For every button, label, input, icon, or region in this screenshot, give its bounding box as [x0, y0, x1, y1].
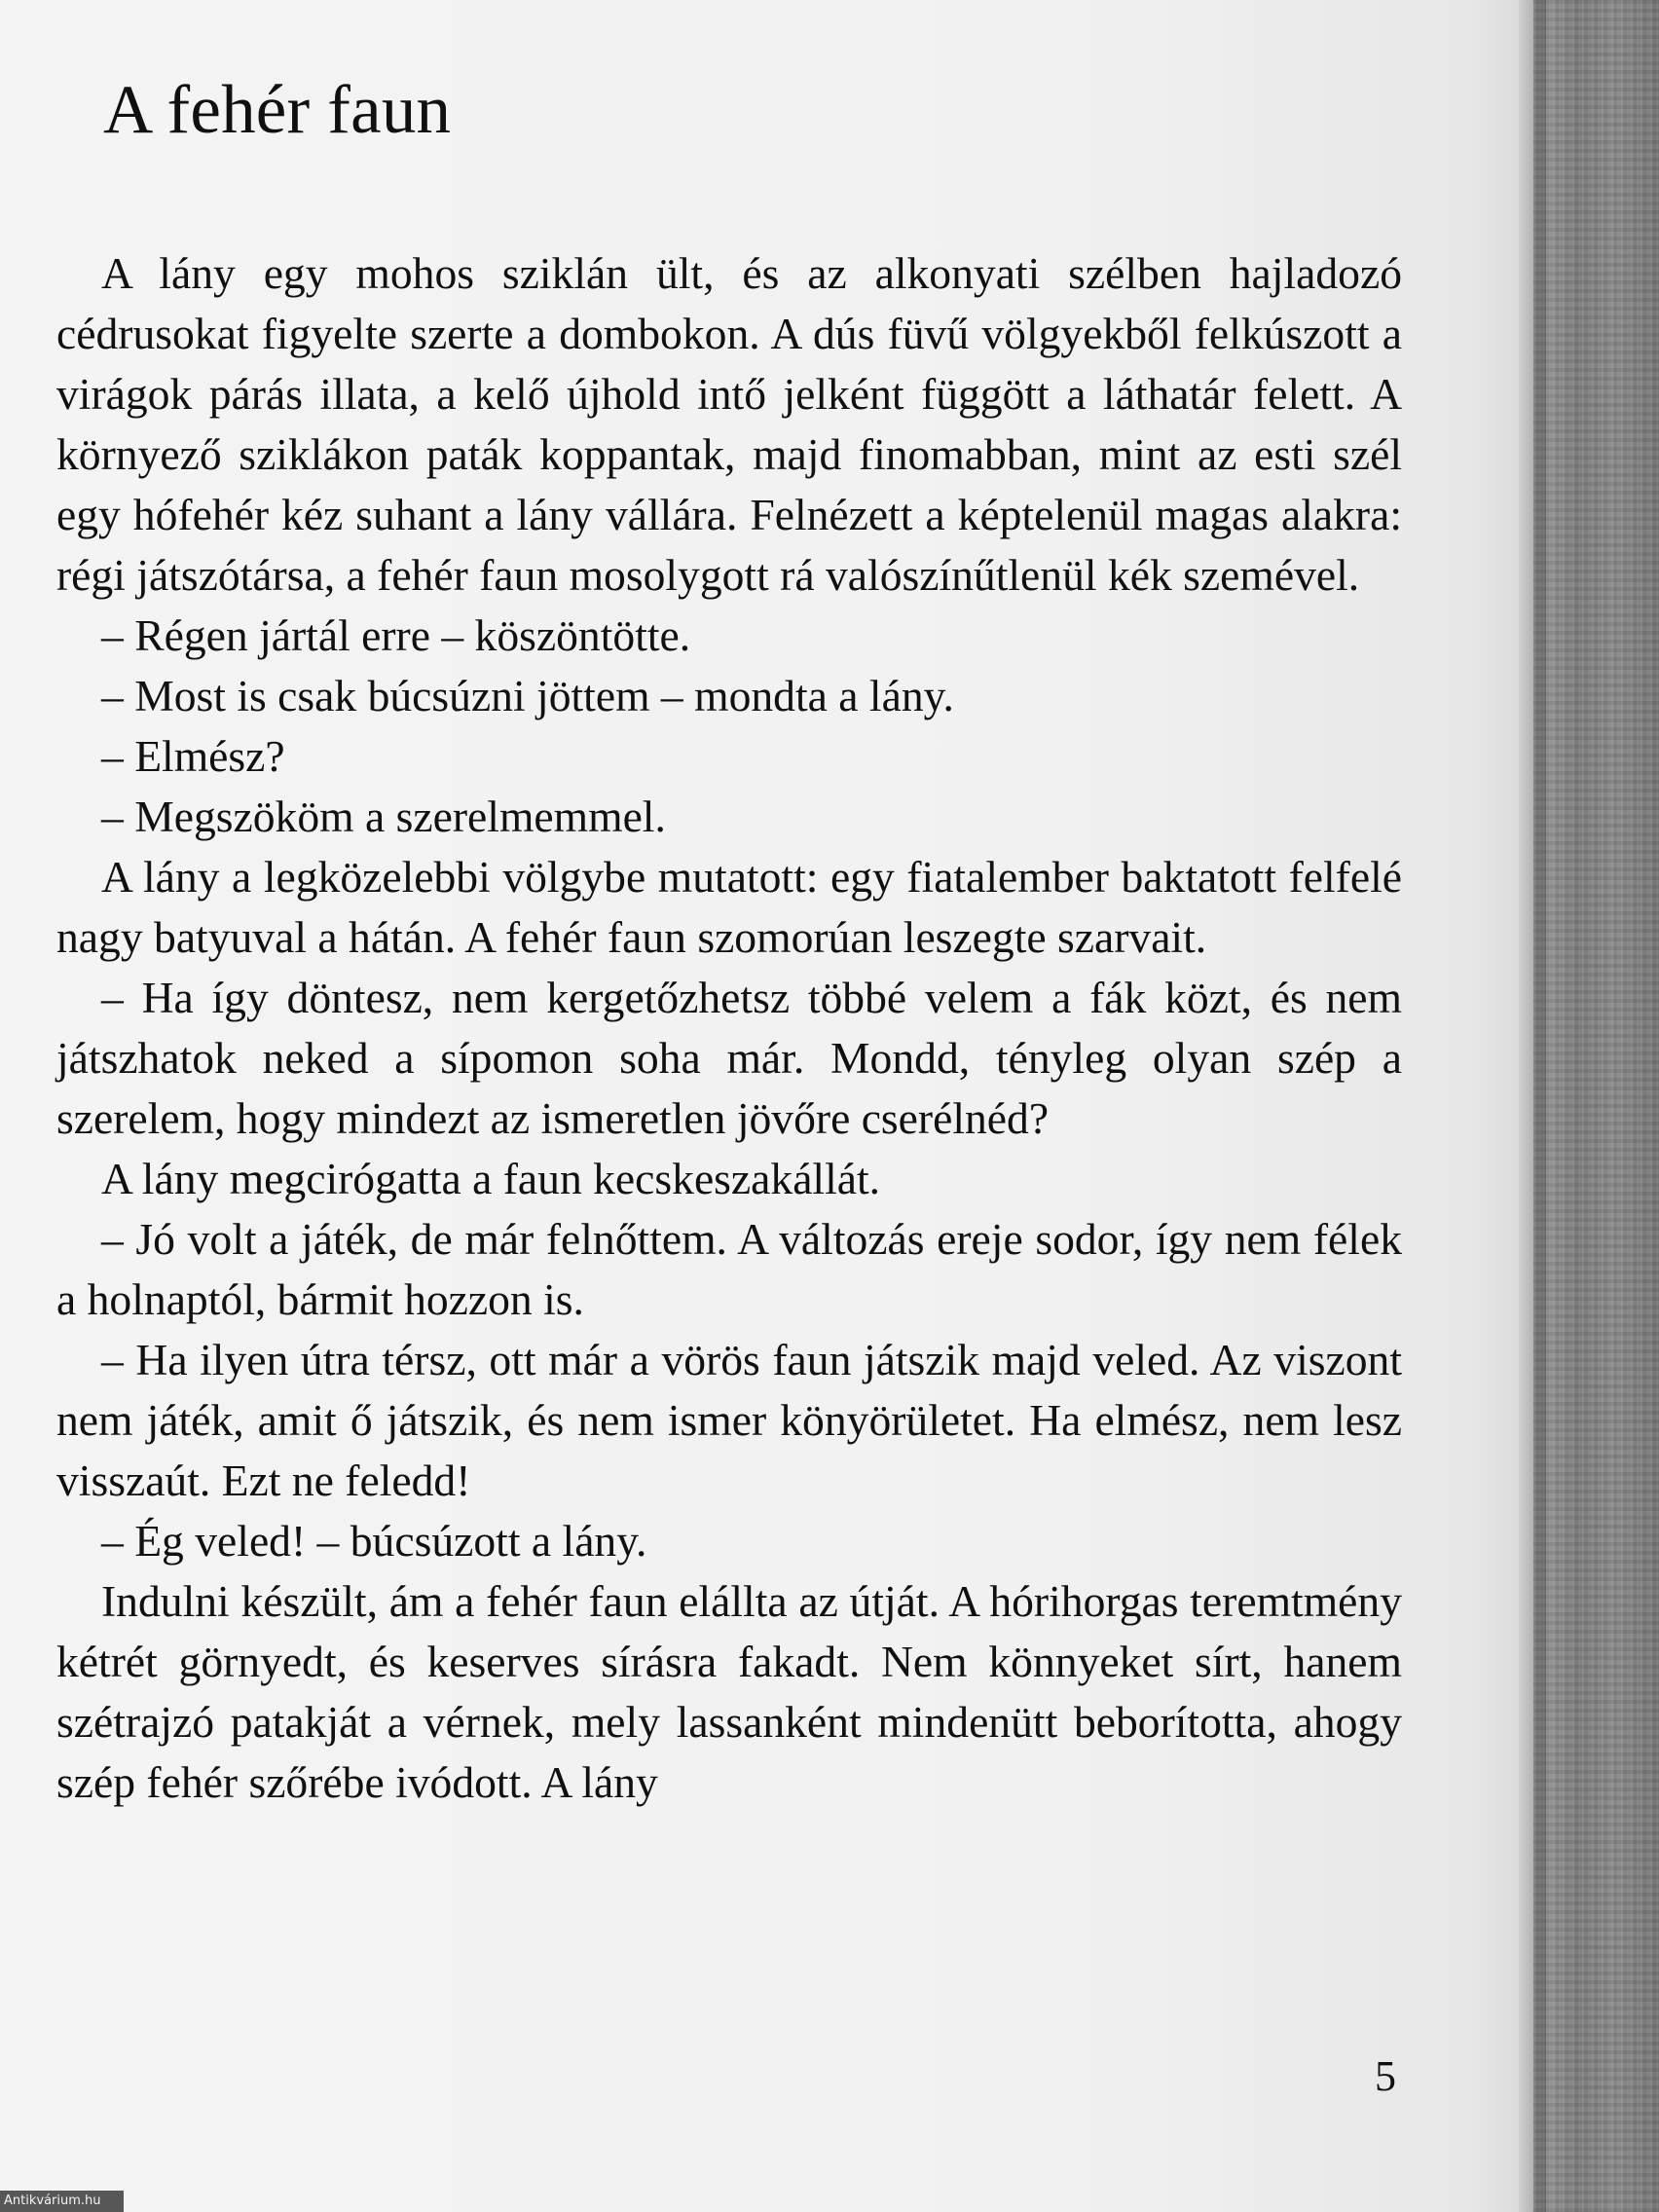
page-edge-shadow	[1519, 0, 1546, 2212]
paragraph-12: Indulni készült, ám a fehér faun elállta az útját. A hórihorgas teremtmény kétrét görnyedt, és keserves sírásra fakadt. Nem könnyeket sírt, hanem szétrajzó patakját a vérnek, mely lassanként mindenütt beborította, ahogy szép fehér szőrébe ivódott. A lány	[56, 1576, 1402, 1807]
paragraph-2: – Régen jártál erre – köszöntötte.	[101, 610, 691, 660]
paragraph-3: – Most is csak búcsúzni jöttem – mondta a lány.	[101, 671, 954, 720]
paragraph-9: – Jó volt a játék, de már felnőttem. A változás ereje sodor, így nem félek a holnaptól, bármit hozzon is.	[56, 1214, 1402, 1324]
watermark: Antikvárium.hu	[0, 2191, 124, 2212]
paragraph-5: – Megszököm a szerelmemmel.	[101, 792, 666, 841]
page-content	[56, 70, 1402, 1813]
paragraph-4: – Elmész?	[101, 731, 285, 781]
paragraph-7: – Ha így döntesz, nem kergetőzhetsz többé velem a fák közt, és nem játszhatok neked a sípomon soha már. Mondd, tényleg olyan szép a szerelem, hogy mindezt az ismeretlen jövőre cserélnéd?	[56, 973, 1402, 1143]
chapter-title: A fehér faun	[103, 72, 452, 148]
paragraph-10: – Ha ilyen útra térsz, ott már a vörös faun játszik majd veled. Az viszont nem játék, amit ő játszik, és nem ismer könyörületet. Ha elmész, nem lesz visszaút. Ezt ne feledd!	[56, 1335, 1402, 1505]
paragraph-8: A lány megcirógatta a faun kecskeszakállát.	[101, 1154, 881, 1203]
paragraph-1: A lány egy mohos sziklán ült, és az alkonyati szélben hajladozó cédrusokat figyelte szerte a dombokon. A dús füvű völgyekből felkúszott a virágok párás illata, a kelő újhold intő jelként függött a láthatár felett. A környező sziklákon paták koppantak, majd finomabban, mint az esti szél egy hófehér kéz suhant a lány vállára. Felnézett a képtelenül magas alakra: régi játszótársa, a fehér faun mosolygott rá valószínűtlenül kék szemével.	[56, 248, 1402, 600]
paragraph-6: A lány a legközelebbi völgybe mutatott: egy fiatalember baktatott felfelé nagy batyuval a hátán. A fehér faun szomorúan leszegte szarvait.	[56, 852, 1402, 962]
paragraph-11: – Ég veled! – búcsúzott a lány.	[101, 1516, 647, 1566]
page-number: 5	[1375, 2052, 1396, 2100]
background-surface	[1533, 0, 1659, 2212]
